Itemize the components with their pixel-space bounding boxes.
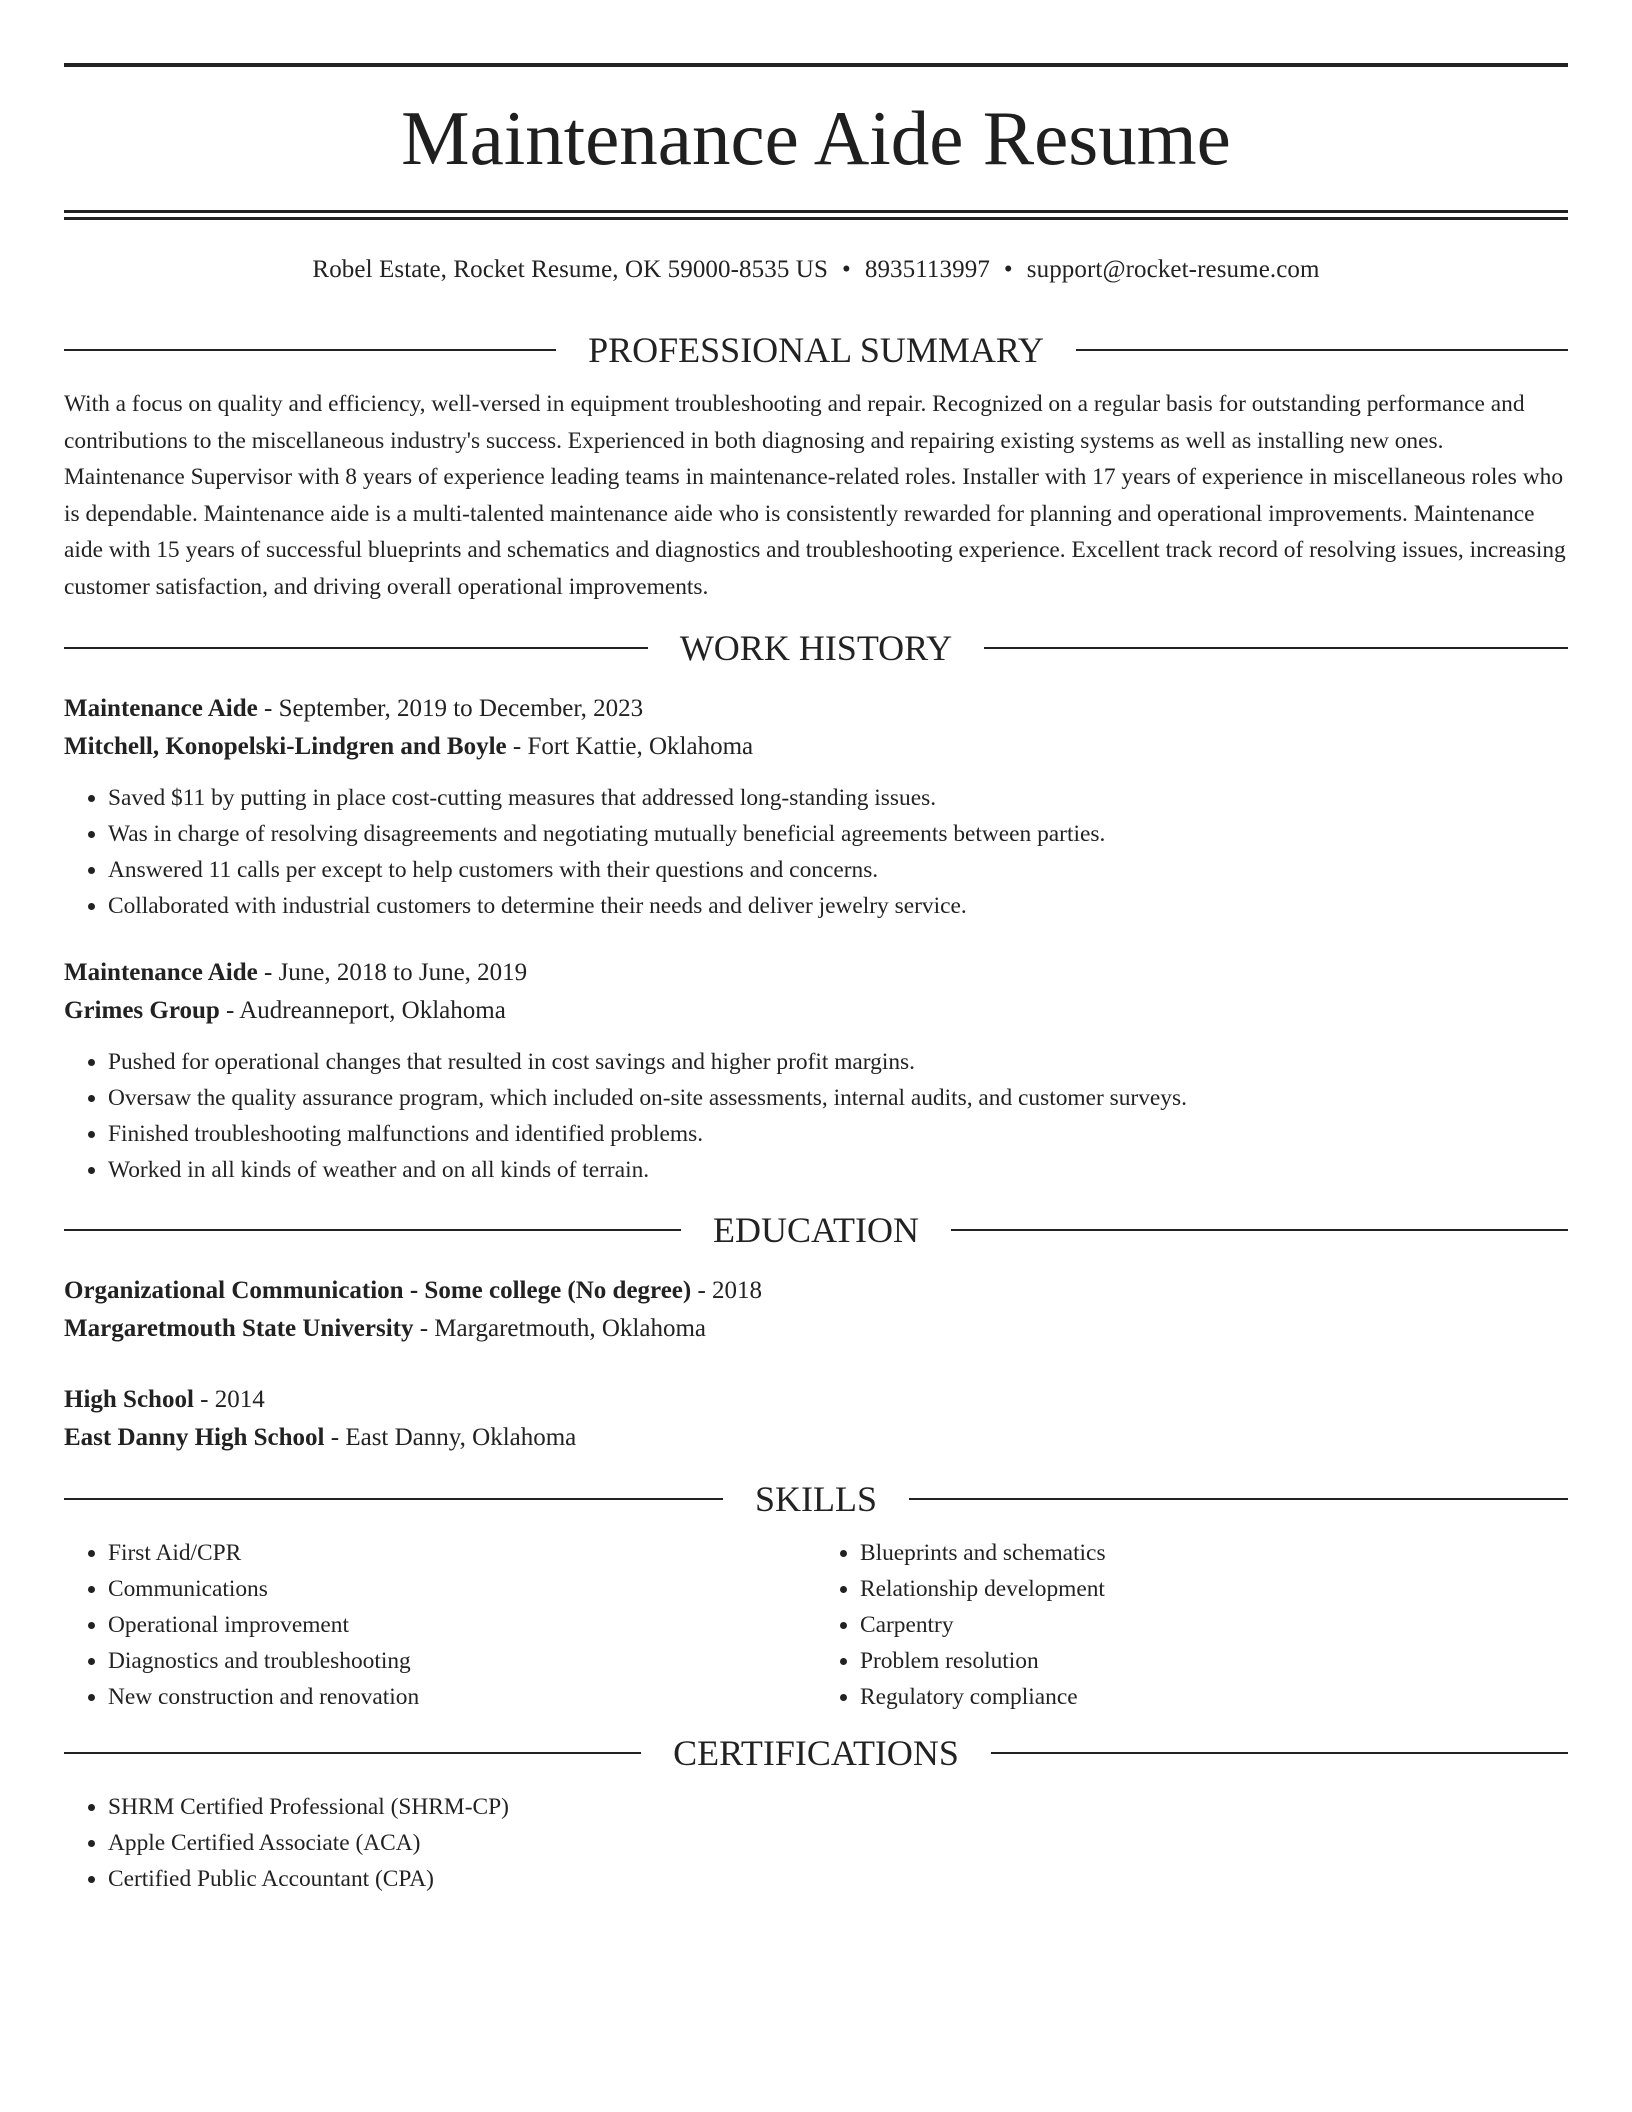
job-title-line bbox=[64, 690, 1568, 728]
education-location: - Margaretmouth, Oklahoma bbox=[413, 1314, 706, 1342]
job-bullets bbox=[64, 1044, 1568, 1188]
heading-rule-right bbox=[951, 1229, 1568, 1231]
skill-item: • Blueprints and schematics bbox=[860, 1535, 1568, 1571]
skills-column-right bbox=[816, 1535, 1568, 1715]
certification-item: • SHRM Certified Professional (SHRM-CP) bbox=[108, 1789, 1568, 1825]
job-role: Maintenance Aide bbox=[64, 958, 258, 986]
job-company: Grimes Group bbox=[64, 996, 220, 1024]
skill-item: • New construction and renovation bbox=[108, 1679, 816, 1715]
heading-rule-right bbox=[991, 1752, 1568, 1754]
education-degree: Organizational Communication - Some college (No degree) bbox=[64, 1276, 692, 1304]
education-school-line bbox=[64, 1310, 1568, 1348]
skill-item: • Regulatory compliance bbox=[860, 1679, 1568, 1715]
education-school-line bbox=[64, 1419, 1568, 1457]
education-degree-line bbox=[64, 1272, 1568, 1310]
certifications-list bbox=[64, 1789, 1568, 1897]
education-year: - 2018 bbox=[691, 1276, 763, 1304]
skills-heading-label: SKILLS bbox=[755, 1478, 878, 1519]
education-heading-label: EDUCATION bbox=[713, 1209, 919, 1250]
education-degree-line bbox=[64, 1381, 1568, 1419]
job-bullet: • Collaborated with industrial customers to determine their needs and deliver jewelry service. bbox=[108, 888, 1568, 924]
contact-separator: • bbox=[1003, 256, 1013, 283]
skills-column-left bbox=[64, 1535, 816, 1715]
heading-rule-left bbox=[64, 349, 556, 351]
heading-rule-left bbox=[64, 647, 648, 649]
skill-item: • Communications bbox=[108, 1571, 816, 1607]
contact-phone: 8935113997 bbox=[864, 256, 990, 283]
job-location: - Audreanneport, Oklahoma bbox=[219, 996, 506, 1024]
certifications-heading-label: CERTIFICATIONS bbox=[673, 1732, 959, 1773]
heading-rule-left bbox=[64, 1752, 641, 1754]
job-bullet: • Oversaw the quality assurance program, which included on-site assessments, internal audits, and customer surveys. bbox=[108, 1080, 1568, 1116]
contact-email: support@rocket-resume.com bbox=[1026, 256, 1320, 283]
contact-address: Robel Estate, Rocket Resume, OK 59000-8535 US bbox=[312, 256, 828, 283]
job-bullet: • Pushed for operational changes that resulted in cost savings and higher profit margins. bbox=[108, 1044, 1568, 1080]
education-school: East Danny High School bbox=[64, 1423, 325, 1451]
job-role: Maintenance Aide bbox=[64, 694, 258, 722]
skill-item: • Operational improvement bbox=[108, 1607, 816, 1643]
job-company: Mitchell, Konopelski-Lindgren and Boyle bbox=[64, 732, 507, 760]
heading-rule-right bbox=[984, 647, 1568, 649]
job-bullet: • Worked in all kinds of weather and on all kinds of terrain. bbox=[108, 1152, 1568, 1188]
contact-line bbox=[64, 254, 1568, 286]
skill-item: • Problem resolution bbox=[860, 1643, 1568, 1679]
summary-heading-label: PROFESSIONAL SUMMARY bbox=[588, 330, 1044, 370]
skills-section-heading bbox=[64, 1479, 1568, 1519]
job-bullet: • Was in charge of resolving disagreements and negotiating mutually beneficial agreements between parties. bbox=[108, 816, 1568, 852]
title-double-rule bbox=[64, 210, 1568, 220]
education-year: - 2014 bbox=[193, 1385, 265, 1413]
resume-page bbox=[64, 0, 1568, 1897]
heading-rule-left bbox=[64, 1229, 681, 1231]
job-location: - Fort Kattie, Oklahoma bbox=[506, 732, 754, 760]
skill-item: • Diagnostics and troubleshooting bbox=[108, 1643, 816, 1679]
work-heading-label: WORK HISTORY bbox=[679, 627, 953, 668]
education-degree: High School bbox=[64, 1385, 194, 1413]
skills-grid bbox=[64, 1535, 1568, 1715]
job-bullets bbox=[64, 780, 1568, 924]
summary-section-heading bbox=[64, 330, 1568, 370]
certification-item: • Apple Certified Associate (ACA) bbox=[108, 1825, 1568, 1861]
job-dates: - June, 2018 to June, 2019 bbox=[257, 958, 528, 986]
job-bullet: • Answered 11 calls per except to help customers with their questions and concerns. bbox=[108, 852, 1568, 888]
certifications-section-heading bbox=[64, 1733, 1568, 1773]
job-dates: - September, 2019 to December, 2023 bbox=[257, 694, 644, 722]
job-title-line bbox=[64, 954, 1568, 992]
job-company-line bbox=[64, 728, 1568, 766]
skill-item: • Carpentry bbox=[860, 1607, 1568, 1643]
education-entry bbox=[64, 1381, 1568, 1457]
job-entry bbox=[64, 690, 1568, 924]
skill-item: • Relationship development bbox=[860, 1571, 1568, 1607]
job-bullet: • Finished troubleshooting malfunctions and identified problems. bbox=[108, 1116, 1568, 1152]
top-rule bbox=[64, 63, 1568, 67]
heading-rule-right bbox=[909, 1498, 1568, 1500]
resume-title: Maintenance Aide Resume bbox=[401, 95, 1231, 181]
job-bullet: • Saved $11 by putting in place cost-cutting measures that addressed long-standing issues. bbox=[108, 780, 1568, 816]
contact-separator: • bbox=[841, 256, 851, 283]
education-location: - East Danny, Oklahoma bbox=[324, 1423, 577, 1451]
heading-rule-right bbox=[1076, 349, 1568, 351]
education-school: Margaretmouth State University bbox=[64, 1314, 414, 1342]
education-entry bbox=[64, 1272, 1568, 1348]
job-company-line bbox=[64, 992, 1568, 1030]
certification-item: • Certified Public Accountant (CPA) bbox=[108, 1861, 1568, 1897]
heading-rule-left bbox=[64, 1498, 723, 1500]
work-section-heading bbox=[64, 628, 1568, 668]
skill-item: • First Aid/CPR bbox=[108, 1535, 816, 1571]
summary-text: With a focus on quality and efficiency, well-versed in equipment troubleshooting and repair. Recognized on a regular basis for outstanding performance and contributions to the miscellaneous industry's success. Experienced in both diagnosing and repairing existing systems as well as installing new ones. Maintenance Supervisor with 8 years of experience leading teams in maintenance-related roles. Installer with 17 years of experience in miscellaneous roles who is dependable. Maintenance aide is a multi-talented maintenance aide who is consistently rewarded for planning and operational improvements. Maintenance aide with 15 years of successful blueprints and schematics and diagnostics and troubleshooting experience. Excellent track record of resolving issues, increasing customer satisfaction, and driving overall operational improvements. bbox=[64, 391, 1566, 600]
job-entry bbox=[64, 954, 1568, 1188]
education-section-heading bbox=[64, 1210, 1568, 1250]
